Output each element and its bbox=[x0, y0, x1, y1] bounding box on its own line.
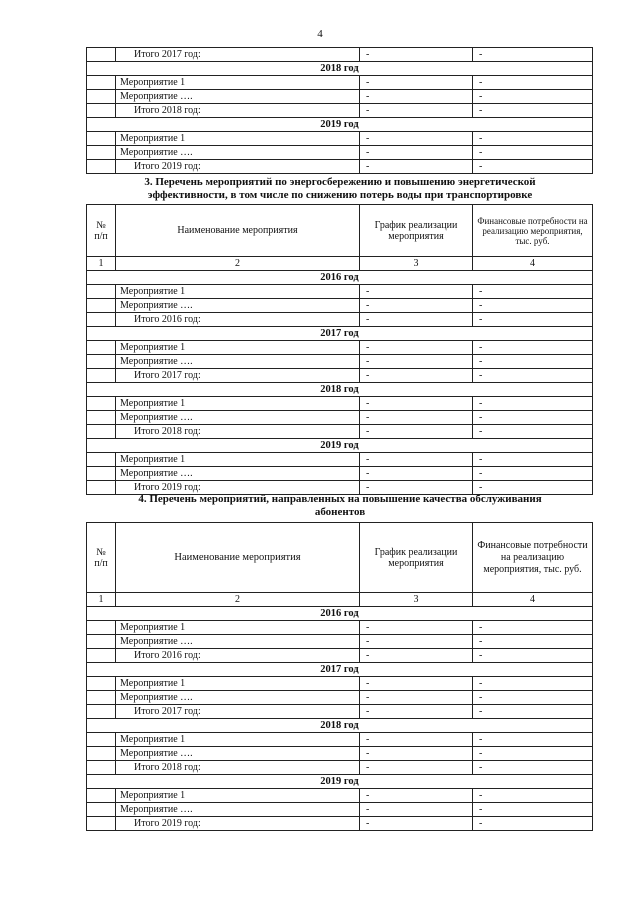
year-total-row bbox=[87, 104, 593, 118]
section-4-title-line-2: абонентов bbox=[314, 506, 366, 518]
measure-name: Мероприятие …. bbox=[116, 146, 360, 160]
schedule-cell: - bbox=[360, 299, 473, 313]
row-number-cell bbox=[87, 146, 116, 160]
financial-needs-cell: - bbox=[473, 355, 593, 369]
row-number-cell bbox=[87, 691, 116, 705]
measure-name: Мероприятие …. bbox=[116, 355, 360, 369]
financial-needs-cell: - bbox=[473, 369, 593, 383]
financial-needs-cell: - bbox=[473, 453, 593, 467]
year-heading: 2018 год bbox=[87, 62, 593, 76]
year-heading-row bbox=[87, 719, 593, 733]
year-heading: 2019 год bbox=[87, 118, 593, 132]
year-total-row bbox=[87, 313, 593, 327]
row-number-cell bbox=[87, 747, 116, 761]
continued-measures-table bbox=[86, 47, 593, 174]
row-number-cell bbox=[87, 313, 116, 327]
year-heading-row bbox=[87, 383, 593, 397]
row-number-cell bbox=[87, 299, 116, 313]
column-numbers-row bbox=[87, 257, 593, 271]
financial-needs-cell: - bbox=[473, 481, 593, 495]
financial-needs-cell: - bbox=[473, 104, 593, 118]
table-header-row bbox=[87, 205, 593, 257]
measure-row bbox=[87, 299, 593, 313]
measure-name: Мероприятие 1 bbox=[116, 341, 360, 355]
financial-needs-cell: - bbox=[473, 705, 593, 719]
row-number-cell bbox=[87, 621, 116, 635]
year-heading-row bbox=[87, 663, 593, 677]
year-total-label: Итого 2017 год: bbox=[116, 48, 360, 62]
schedule-cell: - bbox=[360, 691, 473, 705]
financial-needs-cell: - bbox=[473, 397, 593, 411]
schedule-cell: - bbox=[360, 649, 473, 663]
financial-needs-cell: - bbox=[473, 411, 593, 425]
section-3-title-line-1: 3. Перечень мероприятий по энергосбережению и повышению энергетической bbox=[144, 176, 536, 188]
year-heading: 2016 год bbox=[87, 271, 593, 285]
year-heading-row bbox=[87, 62, 593, 76]
year-total-row bbox=[87, 369, 593, 383]
row-number-cell bbox=[87, 803, 116, 817]
measure-row bbox=[87, 132, 593, 146]
section-4-title bbox=[80, 493, 600, 519]
header-financial-needs: Финансовые потребности на реализацию мероприятия, тыс. руб. bbox=[473, 523, 593, 593]
row-number-cell bbox=[87, 705, 116, 719]
schedule-cell: - bbox=[360, 48, 473, 62]
measure-name: Мероприятие …. bbox=[116, 299, 360, 313]
measure-name: Мероприятие …. bbox=[116, 90, 360, 104]
row-number-cell bbox=[87, 789, 116, 803]
section-4-title-line-1: 4. Перечень мероприятий, направленных на повышение качества обслуживания bbox=[138, 493, 542, 505]
column-number: 1 bbox=[87, 257, 116, 271]
financial-needs-cell: - bbox=[473, 747, 593, 761]
year-total-row bbox=[87, 761, 593, 775]
row-number-cell bbox=[87, 817, 116, 831]
row-number-cell bbox=[87, 649, 116, 663]
row-number-cell bbox=[87, 341, 116, 355]
year-total-label: Итого 2019 год: bbox=[116, 817, 360, 831]
financial-needs-cell: - bbox=[473, 299, 593, 313]
year-total-row bbox=[87, 705, 593, 719]
schedule-cell: - bbox=[360, 817, 473, 831]
year-heading: 2018 год bbox=[87, 383, 593, 397]
measure-name: Мероприятие …. bbox=[116, 467, 360, 481]
table-body bbox=[87, 48, 593, 174]
measure-row bbox=[87, 355, 593, 369]
section-3-title bbox=[80, 176, 600, 202]
measure-row bbox=[87, 453, 593, 467]
financial-needs-cell: - bbox=[473, 146, 593, 160]
schedule-cell: - bbox=[360, 313, 473, 327]
row-number-cell bbox=[87, 677, 116, 691]
row-number-cell bbox=[87, 160, 116, 174]
row-number-cell bbox=[87, 104, 116, 118]
year-heading-row bbox=[87, 607, 593, 621]
schedule-cell: - bbox=[360, 705, 473, 719]
row-number-cell bbox=[87, 733, 116, 747]
column-number: 2 bbox=[116, 593, 360, 607]
schedule-cell: - bbox=[360, 411, 473, 425]
year-total-row bbox=[87, 48, 593, 62]
measure-row bbox=[87, 621, 593, 635]
schedule-cell: - bbox=[360, 481, 473, 495]
financial-needs-cell: - bbox=[473, 621, 593, 635]
year-heading: 2018 год bbox=[87, 719, 593, 733]
header-schedule: График реализации мероприятия bbox=[360, 523, 473, 593]
measure-name: Мероприятие 1 bbox=[116, 397, 360, 411]
year-total-label: Итого 2017 год: bbox=[116, 369, 360, 383]
column-number: 4 bbox=[473, 257, 593, 271]
row-number-cell bbox=[87, 425, 116, 439]
measure-row bbox=[87, 397, 593, 411]
schedule-cell: - bbox=[360, 341, 473, 355]
row-number-cell bbox=[87, 397, 116, 411]
row-number-cell bbox=[87, 635, 116, 649]
measure-row bbox=[87, 691, 593, 705]
financial-needs-cell: - bbox=[473, 761, 593, 775]
year-total-row bbox=[87, 649, 593, 663]
schedule-cell: - bbox=[360, 635, 473, 649]
year-total-label: Итого 2016 год: bbox=[116, 313, 360, 327]
header-measure-name: Наименование мероприятия bbox=[116, 523, 360, 593]
year-heading: 2019 год bbox=[87, 439, 593, 453]
schedule-cell: - bbox=[360, 90, 473, 104]
year-heading: 2017 год bbox=[87, 327, 593, 341]
header-number: № п/п bbox=[87, 205, 116, 257]
column-number: 2 bbox=[116, 257, 360, 271]
financial-needs-cell: - bbox=[473, 313, 593, 327]
year-total-row bbox=[87, 425, 593, 439]
measure-name: Мероприятие …. bbox=[116, 691, 360, 705]
section-3-title-line-2: эффективности, в том числе по снижению потерь воды при транспортировке bbox=[147, 189, 533, 201]
measure-name: Мероприятие …. bbox=[116, 747, 360, 761]
schedule-cell: - bbox=[360, 761, 473, 775]
measure-name: Мероприятие 1 bbox=[116, 733, 360, 747]
financial-needs-cell: - bbox=[473, 285, 593, 299]
schedule-cell: - bbox=[360, 677, 473, 691]
year-total-label: Итого 2018 год: bbox=[116, 761, 360, 775]
schedule-cell: - bbox=[360, 467, 473, 481]
year-heading-row bbox=[87, 775, 593, 789]
measure-name: Мероприятие …. bbox=[116, 803, 360, 817]
financial-needs-cell: - bbox=[473, 132, 593, 146]
year-total-row bbox=[87, 817, 593, 831]
table-header-row bbox=[87, 523, 593, 593]
column-number: 3 bbox=[360, 593, 473, 607]
header-financial-needs: Финансовые потребности на реализацию мероприятия, тыс. руб. bbox=[473, 205, 593, 257]
year-total-label: Итого 2018 год: bbox=[116, 104, 360, 118]
financial-needs-cell: - bbox=[473, 677, 593, 691]
financial-needs-cell: - bbox=[473, 789, 593, 803]
page-number: 4 bbox=[317, 28, 323, 40]
header-schedule: График реализации мероприятия bbox=[360, 205, 473, 257]
row-number-cell bbox=[87, 48, 116, 62]
schedule-cell: - bbox=[360, 285, 473, 299]
financial-needs-cell: - bbox=[473, 803, 593, 817]
measure-row bbox=[87, 635, 593, 649]
year-total-label: Итого 2019 год: bbox=[116, 160, 360, 174]
year-total-label: Итого 2019 год: bbox=[116, 481, 360, 495]
year-total-label: Итого 2017 год: bbox=[116, 705, 360, 719]
row-number-cell bbox=[87, 453, 116, 467]
year-heading: 2017 год bbox=[87, 663, 593, 677]
measure-row bbox=[87, 467, 593, 481]
row-number-cell bbox=[87, 76, 116, 90]
financial-needs-cell: - bbox=[473, 733, 593, 747]
year-heading-row bbox=[87, 327, 593, 341]
row-number-cell bbox=[87, 761, 116, 775]
year-heading-row bbox=[87, 118, 593, 132]
financial-needs-cell: - bbox=[473, 48, 593, 62]
year-heading-row bbox=[87, 439, 593, 453]
measure-row bbox=[87, 90, 593, 104]
measure-row bbox=[87, 677, 593, 691]
financial-needs-cell: - bbox=[473, 425, 593, 439]
financial-needs-cell: - bbox=[473, 160, 593, 174]
schedule-cell: - bbox=[360, 76, 473, 90]
measure-name: Мероприятие 1 bbox=[116, 621, 360, 635]
schedule-cell: - bbox=[360, 803, 473, 817]
schedule-cell: - bbox=[360, 160, 473, 174]
measure-row bbox=[87, 733, 593, 747]
measure-name: Мероприятие 1 bbox=[116, 285, 360, 299]
year-heading: 2019 год bbox=[87, 775, 593, 789]
schedule-cell: - bbox=[360, 104, 473, 118]
energy-saving-measures-table bbox=[86, 204, 593, 495]
service-quality-measures-table bbox=[86, 522, 593, 831]
row-number-cell bbox=[87, 411, 116, 425]
schedule-cell: - bbox=[360, 453, 473, 467]
financial-needs-cell: - bbox=[473, 341, 593, 355]
measure-name: Мероприятие 1 bbox=[116, 677, 360, 691]
header-number: № п/п bbox=[87, 523, 116, 593]
header-measure-name: Наименование мероприятия bbox=[116, 205, 360, 257]
measure-name: Мероприятие 1 bbox=[116, 76, 360, 90]
measure-row bbox=[87, 789, 593, 803]
table-body bbox=[87, 607, 593, 831]
schedule-cell: - bbox=[360, 132, 473, 146]
column-number: 1 bbox=[87, 593, 116, 607]
row-number-cell bbox=[87, 355, 116, 369]
measure-row bbox=[87, 146, 593, 160]
year-total-label: Итого 2018 год: bbox=[116, 425, 360, 439]
column-numbers-row bbox=[87, 593, 593, 607]
row-number-cell bbox=[87, 285, 116, 299]
financial-needs-cell: - bbox=[473, 635, 593, 649]
schedule-cell: - bbox=[360, 621, 473, 635]
measure-row bbox=[87, 411, 593, 425]
financial-needs-cell: - bbox=[473, 649, 593, 663]
column-number: 4 bbox=[473, 593, 593, 607]
measure-row bbox=[87, 341, 593, 355]
measure-name: Мероприятие 1 bbox=[116, 789, 360, 803]
schedule-cell: - bbox=[360, 369, 473, 383]
schedule-cell: - bbox=[360, 747, 473, 761]
schedule-cell: - bbox=[360, 355, 473, 369]
schedule-cell: - bbox=[360, 397, 473, 411]
measure-row bbox=[87, 76, 593, 90]
schedule-cell: - bbox=[360, 425, 473, 439]
year-total-label: Итого 2016 год: bbox=[116, 649, 360, 663]
year-heading-row bbox=[87, 271, 593, 285]
measure-name: Мероприятие 1 bbox=[116, 132, 360, 146]
schedule-cell: - bbox=[360, 733, 473, 747]
measure-name: Мероприятие …. bbox=[116, 411, 360, 425]
measure-row bbox=[87, 747, 593, 761]
schedule-cell: - bbox=[360, 146, 473, 160]
column-number: 3 bbox=[360, 257, 473, 271]
row-number-cell bbox=[87, 90, 116, 104]
row-number-cell bbox=[87, 369, 116, 383]
financial-needs-cell: - bbox=[473, 76, 593, 90]
measure-name: Мероприятие …. bbox=[116, 635, 360, 649]
financial-needs-cell: - bbox=[473, 691, 593, 705]
table-body bbox=[87, 271, 593, 495]
measure-name: Мероприятие 1 bbox=[116, 453, 360, 467]
row-number-cell bbox=[87, 467, 116, 481]
year-total-row bbox=[87, 160, 593, 174]
schedule-cell: - bbox=[360, 789, 473, 803]
measure-row bbox=[87, 803, 593, 817]
financial-needs-cell: - bbox=[473, 467, 593, 481]
year-heading: 2016 год bbox=[87, 607, 593, 621]
row-number-cell bbox=[87, 132, 116, 146]
financial-needs-cell: - bbox=[473, 90, 593, 104]
measure-row bbox=[87, 285, 593, 299]
financial-needs-cell: - bbox=[473, 817, 593, 831]
